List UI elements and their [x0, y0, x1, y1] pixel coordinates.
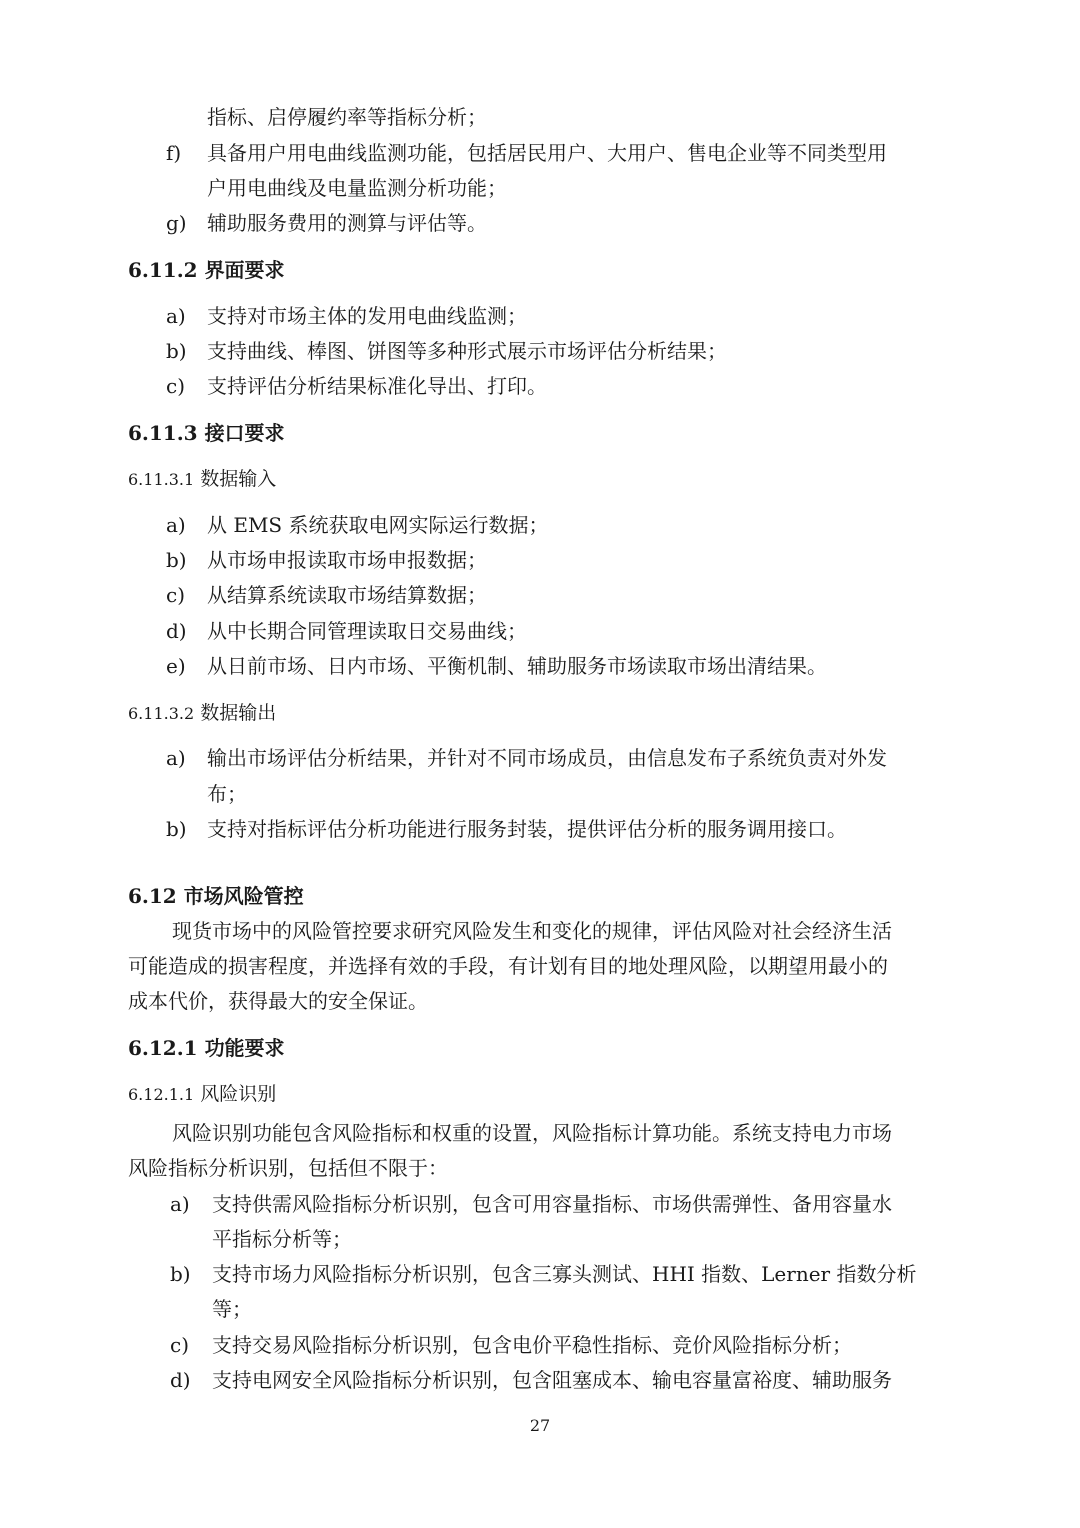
list-item-text: 具备用户用电曲线监测功能，包括居民用户、大用户、售电企业等不同类型用: [207, 141, 887, 165]
list-label: a): [166, 304, 186, 328]
list-label: c): [170, 1333, 190, 1357]
list-item-text: 支持对市场主体的发用电曲线监测；: [207, 304, 527, 328]
page-number: 27: [529, 1416, 551, 1435]
list-item-text: 从结算系统读取市场结算数据；: [207, 583, 487, 607]
list-item-text: 从中长期合同管理读取日交易曲线；: [207, 619, 527, 643]
list-label: g): [166, 211, 187, 235]
list-label: d): [166, 619, 187, 643]
subsection-title: 数据输入: [200, 468, 277, 490]
subsection-number: 6.12.1.1: [128, 1085, 195, 1104]
section-title: 功能要求: [204, 1036, 285, 1060]
continuation-line: 指标、启停履约率等指标分析；: [207, 105, 487, 129]
section-number: 6.12.1: [128, 1036, 198, 1060]
list-item-text: 支持交易风险指标分析识别，包含电价平稳性指标、竞价风险指标分析；: [212, 1333, 852, 1357]
list-item-text: 支持供需风险指标分析识别，包含可用容量指标、市场供需弹性、备用容量水: [212, 1192, 892, 1216]
list-label: b): [170, 1262, 191, 1286]
section-heading-6-12-1: [128, 1034, 285, 1062]
list-label: c): [166, 374, 186, 398]
subsection-number: 6.11.3.2: [128, 704, 195, 723]
paragraph-line: 风险识别功能包含风险指标和权重的设置，风险指标计算功能。系统支持电力市场: [172, 1121, 892, 1145]
list-label: a): [166, 746, 186, 770]
section-number: 6.11.3: [128, 421, 198, 445]
list-item-text: 等；: [212, 1297, 252, 1321]
subsection-heading-6-11-3-1: [128, 465, 276, 494]
list-label: a): [166, 513, 186, 537]
section-title: 界面要求: [204, 258, 285, 282]
paragraph-line: 可能造成的损害程度，并选择有效的手段，有计划有目的地处理风险，以期望用最小的: [128, 954, 888, 978]
list-item-text: 户用电曲线及电量监测分析功能；: [207, 176, 507, 200]
list-item-text: 支持曲线、棒图、饼图等多种形式展示市场评估分析结果；: [207, 339, 727, 363]
list-item-text: 输出市场评估分析结果，并针对不同市场成员，由信息发布子系统负责对外发: [207, 746, 887, 770]
list-item-text: 支持对指标评估分析功能进行服务封装，提供评估分析的服务调用接口。: [207, 817, 847, 841]
subsection-title: 风险识别: [200, 1083, 277, 1105]
list-item-text: 从市场申报读取市场申报数据；: [207, 548, 487, 572]
list-label: c): [166, 583, 186, 607]
section-heading-6-12: [128, 882, 304, 910]
list-label: a): [170, 1192, 190, 1216]
section-title: 市场风险管控: [183, 884, 304, 908]
list-item-text: 支持市场力风险指标分析识别，包含三寡头测试、HHI 指数、Lerner 指数分析: [212, 1262, 917, 1286]
list-label: d): [170, 1368, 191, 1392]
list-label: b): [166, 548, 187, 572]
section-heading-6-11-3: [128, 419, 285, 447]
list-item-text: 从 EMS 系统获取电网实际运行数据；: [207, 513, 549, 537]
list-item-text: 支持电网安全风险指标分析识别，包含阻塞成本、输电容量富裕度、辅助服务: [212, 1368, 892, 1392]
list-item-text: 布；: [207, 782, 247, 806]
section-number: 6.11.2: [128, 258, 198, 282]
list-item-text: 支持评估分析结果标准化导出、打印。: [207, 374, 547, 398]
subsection-title: 数据输出: [200, 702, 277, 724]
list-item-text: 辅助服务费用的测算与评估等。: [207, 211, 487, 235]
paragraph-line: 成本代价，获得最大的安全保证。: [128, 989, 428, 1013]
section-heading-6-11-2: [128, 256, 285, 284]
list-label: f): [166, 141, 182, 165]
subsection-heading-6-12-1-1: [128, 1080, 276, 1109]
subsection-heading-6-11-3-2: [128, 699, 276, 728]
section-title: 接口要求: [204, 421, 285, 445]
list-label: b): [166, 339, 187, 363]
paragraph-line: 风险指标分析识别，包括但不限于：: [128, 1156, 448, 1180]
subsection-number: 6.11.3.1: [128, 470, 195, 489]
paragraph-line: 现货市场中的风险管控要求研究风险发生和变化的规律，评估风险对社会经济生活: [172, 919, 892, 943]
list-label: b): [166, 817, 187, 841]
section-number: 6.12: [128, 884, 177, 908]
list-item-text: 从日前市场、日内市场、平衡机制、辅助服务市场读取市场出清结果。: [207, 654, 827, 678]
list-item-text: 平指标分析等；: [212, 1227, 352, 1251]
list-label: e): [166, 654, 186, 678]
